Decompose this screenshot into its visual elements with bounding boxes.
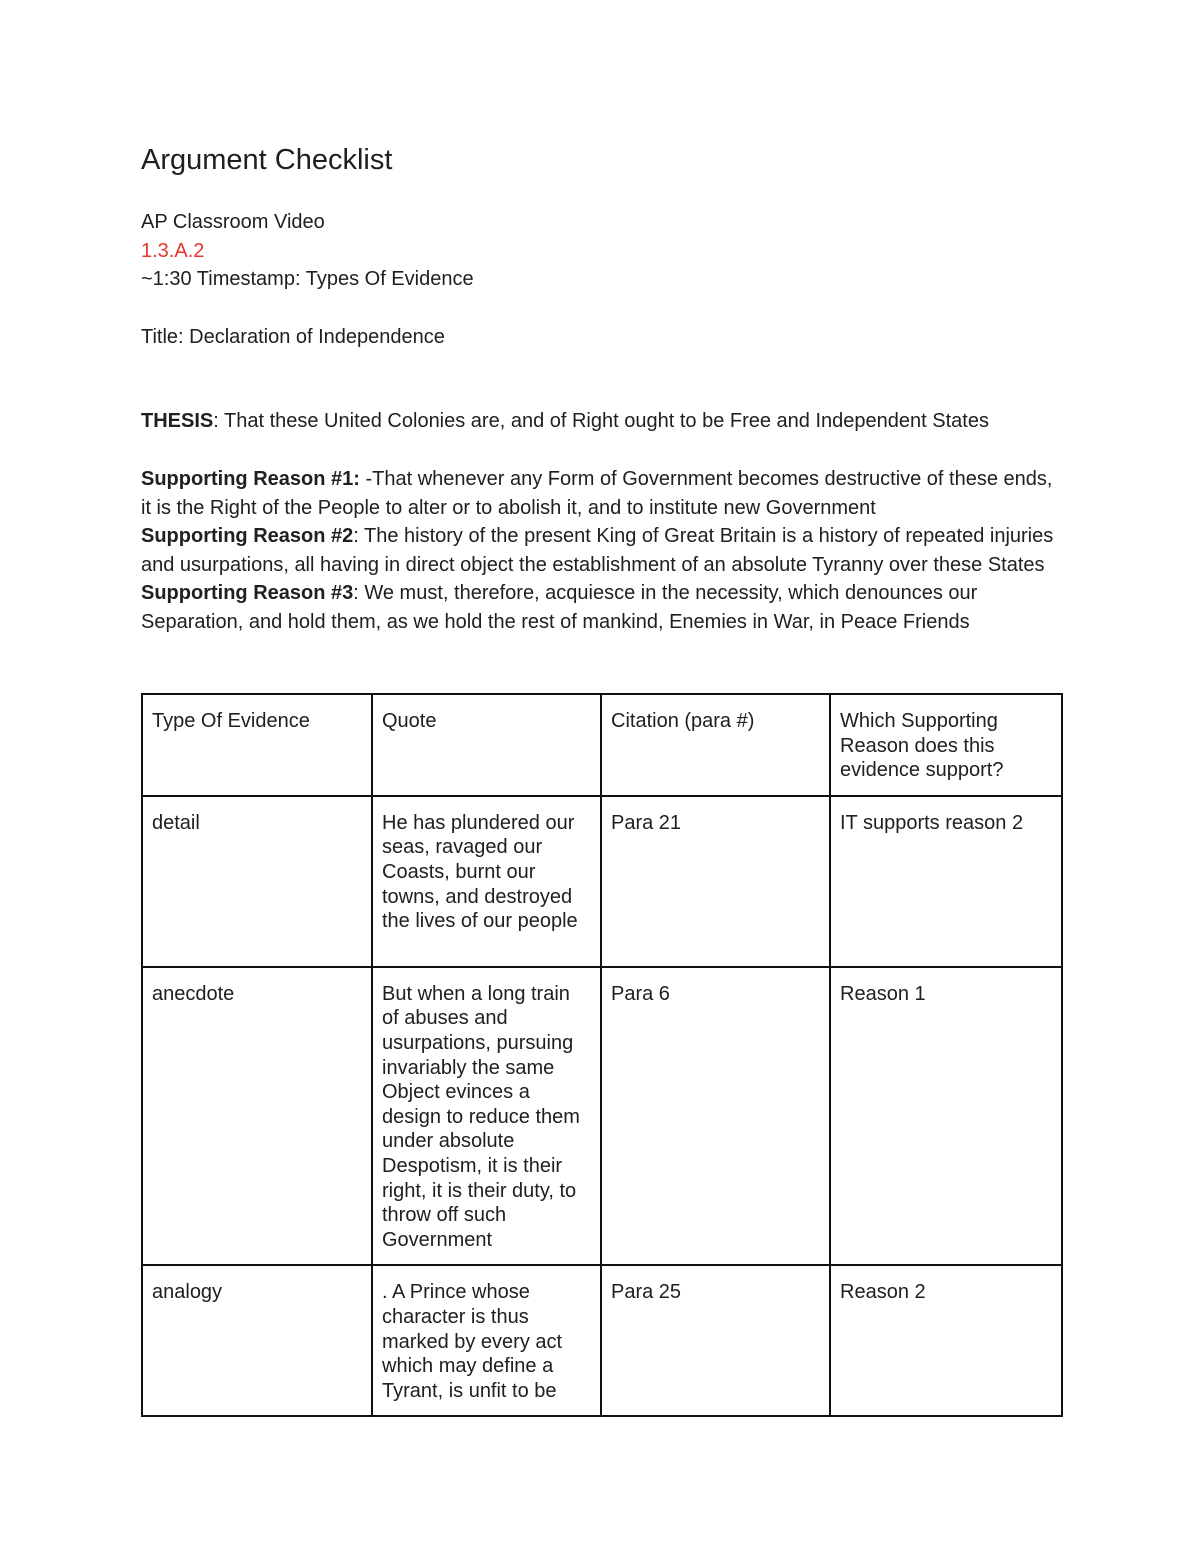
reason-label: Supporting Reason #3 — [141, 582, 354, 605]
header-cell-type: Type Of Evidence — [142, 694, 372, 796]
cell-reason: IT supports reason 2 — [830, 796, 1062, 967]
supporting-reason-3 — [141, 579, 1061, 636]
header-cell-citation: Citation (para #) — [601, 694, 830, 796]
document-page — [141, 140, 1061, 637]
cell-quote: He has plundered our seas, ravaged our Coasts, burnt our towns, and destroyed the lives of our people — [372, 796, 601, 967]
video-label: AP Classroom Video — [141, 211, 325, 233]
cell-quote: . A Prince whose character is thus marked by every act which may define a Tyrant, is unfit to be — [372, 1265, 601, 1416]
supporting-reason-2 — [141, 522, 1061, 579]
header-cell-reason: Which Supporting Reason does this evidence support? — [830, 694, 1062, 796]
cell-citation: Para 25 — [601, 1265, 830, 1416]
reason-text: : We must, therefore, acquiesce in the necessity, which denounces our Separation, and hold them, as we hold the rest of mankind, Enemies in War, in Peace Friends — [141, 582, 978, 633]
reason-label: Supporting Reason #1: — [141, 467, 360, 490]
table-row — [142, 796, 1062, 967]
supporting-reason-1 — [141, 465, 1061, 522]
cell-reason: Reason 2 — [830, 1265, 1062, 1416]
thesis-text: : That these United Colonies are, and of Right ought to be Free and Independent States — [213, 410, 989, 433]
source-title-line: Title: Declaration of Independence — [141, 325, 445, 348]
spacer — [141, 351, 1061, 407]
reason-text: : The history of the present King of Great Britain is a history of repeated injuries and usurpations, all having in direct object the establishment of an absolute Tyranny over these States — [141, 525, 1054, 576]
page-title: Argument Checklist — [141, 144, 393, 176]
table-row — [142, 1265, 1062, 1416]
header-cell-quote: Quote — [372, 694, 601, 796]
cell-type: anecdote — [142, 967, 372, 1266]
table-header-row — [142, 694, 1062, 796]
table-row — [142, 967, 1062, 1266]
cell-type: analogy — [142, 1265, 372, 1416]
spacer — [141, 294, 1061, 323]
reason-text: -That whenever any Form of Government becomes destructive of these ends, it is the Right of the People to alter or to abolish it, and to institute new Government — [141, 467, 1053, 519]
timestamp-line: ~1:30 Timestamp: Types Of Evidence — [141, 268, 474, 291]
thesis-label: THESIS — [141, 410, 214, 433]
cell-citation: Para 21 — [601, 796, 830, 967]
cell-quote: But when a long train of abuses and usurpations, pursuing invariably the same Object evinces a design to reduce them under absolute Despotism, it is their right, it is their duty, to throw off such Government — [372, 967, 601, 1266]
evidence-table — [141, 693, 1063, 1417]
cell-citation: Para 6 — [601, 967, 830, 1266]
cell-type: detail — [142, 796, 372, 967]
video-code: 1.3.A.2 — [141, 239, 205, 262]
spacer — [141, 436, 1061, 465]
thesis-statement — [141, 407, 1061, 436]
reason-label: Supporting Reason #2 — [141, 525, 354, 548]
cell-reason: Reason 1 — [830, 967, 1062, 1266]
